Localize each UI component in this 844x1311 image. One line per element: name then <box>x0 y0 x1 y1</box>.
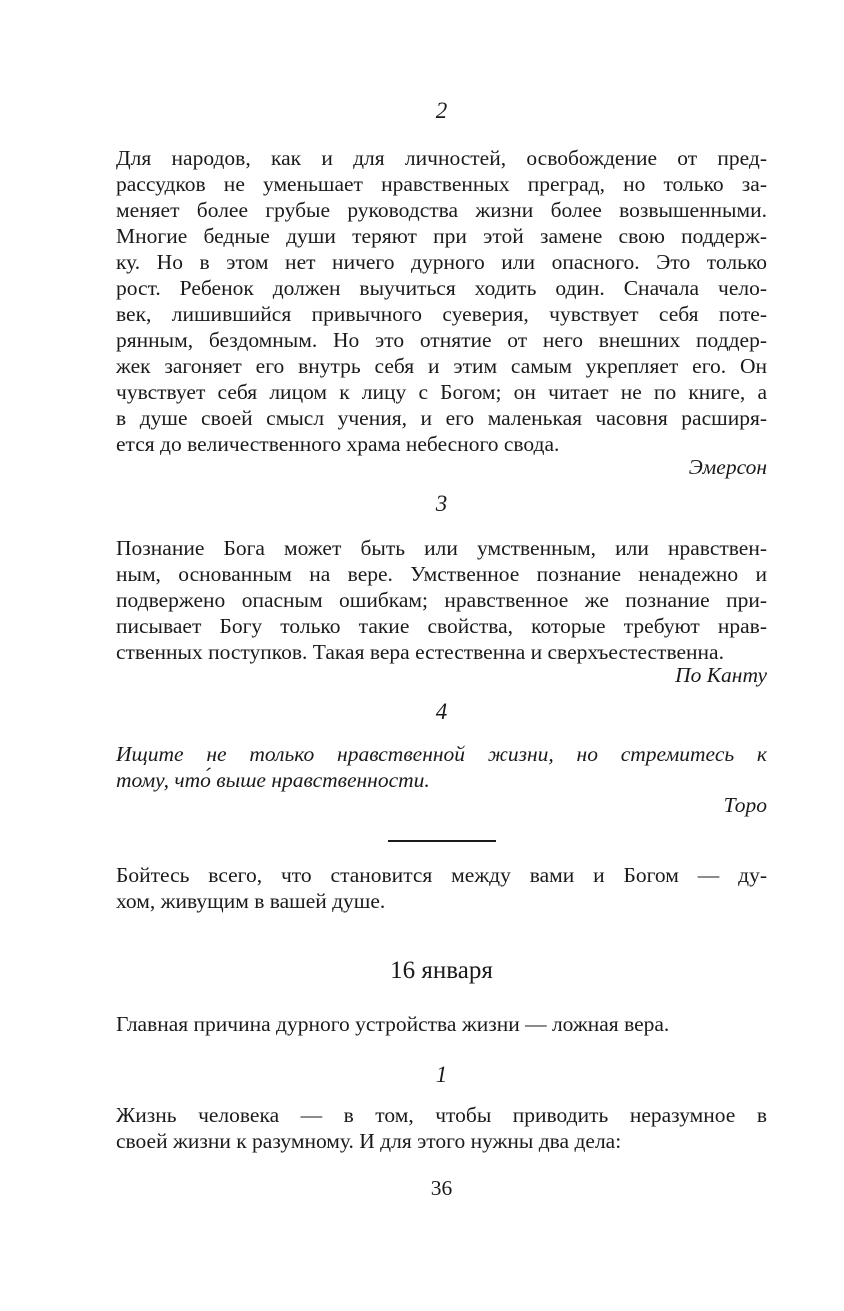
text-line: Главная причина дурного устройства жизни — ложная вера. <box>116 1012 670 1036</box>
text-line: тому, что́ выше нравственности. <box>116 768 430 792</box>
text-line: подвержено опасным ошибкам; нравственное же познание при- <box>116 588 767 612</box>
text-line: хом, живущим в вашей душе. <box>116 889 386 913</box>
text-line: ным, основанным на вере. Умственное познание ненадежно и <box>116 562 767 586</box>
text-line: ется до величественного храма небесного свода. <box>116 432 560 456</box>
text-line: чувствует себя лицом к лицу с Богом; он читает не по книге, а <box>116 380 767 404</box>
text-line: Многие бедные души теряют при этой замене свою поддерж- <box>116 224 767 248</box>
paragraph-section-4 <box>116 741 767 793</box>
paragraph-section-3 <box>116 535 767 665</box>
text-line: меняет более грубые руководства жизни более возвышенными. <box>116 198 767 222</box>
paragraph-section-2 <box>116 145 767 457</box>
section-number: 3 <box>435 491 448 516</box>
book-page <box>116 0 767 1311</box>
section-number: 2 <box>435 98 448 123</box>
text-line: рянным, бездомным. Но это отнятие от него внешних поддер- <box>116 328 767 352</box>
text-line: ственных поступков. Такая вера естественна и сверхъестественна. <box>116 640 724 664</box>
text-line: век, лишившийся привычного суеверия, чувствует себя поте- <box>116 302 767 326</box>
page-number: 36 <box>430 1176 453 1200</box>
text-line: рассудков не уменьшает нравственных преград, но только за- <box>116 172 767 196</box>
author-attribution: Эмерсон <box>688 455 767 479</box>
text-line: Познание Бога может быть или умственным, или нравствен- <box>116 536 767 560</box>
text-line: Для народов, как и для личностей, освобождение от пред- <box>116 146 767 170</box>
section-number: 4 <box>435 699 448 724</box>
text-line: Ищите не только нравственной жизни, но стремитесь к <box>116 742 767 766</box>
author-attribution: Торо <box>723 793 767 817</box>
author-attribution: По Канту <box>675 663 767 687</box>
date-heading: 16 января <box>390 957 493 984</box>
theme-paragraph <box>116 1011 767 1037</box>
text-line: своей жизни к разумному. И для этого нужны два дела: <box>116 1129 622 1153</box>
text-line: ку. Но в этом нет ничего дурного или опасного. Это только <box>116 250 767 274</box>
text-line: Бойтесь всего, что становится между вами и Богом — ду- <box>116 863 767 887</box>
paragraph-section-1 <box>116 1102 767 1154</box>
section-number: 1 <box>435 1062 448 1087</box>
text-line: рост. Ребенок должен выучиться ходить один. Сначала чело- <box>116 276 767 300</box>
text-line: писывает Богу только такие свойства, которые требуют нрав- <box>116 614 767 638</box>
text-line: Жизнь человека — в том, чтобы приводить неразумное в <box>116 1103 767 1127</box>
section-divider <box>388 840 496 842</box>
text-line: в душе своей смысл учения, и его маленькая часовня расширя- <box>116 406 767 430</box>
closing-paragraph <box>116 862 767 914</box>
text-line: жек загоняет его внутрь себя и этим самым укрепляет его. Он <box>116 354 767 378</box>
